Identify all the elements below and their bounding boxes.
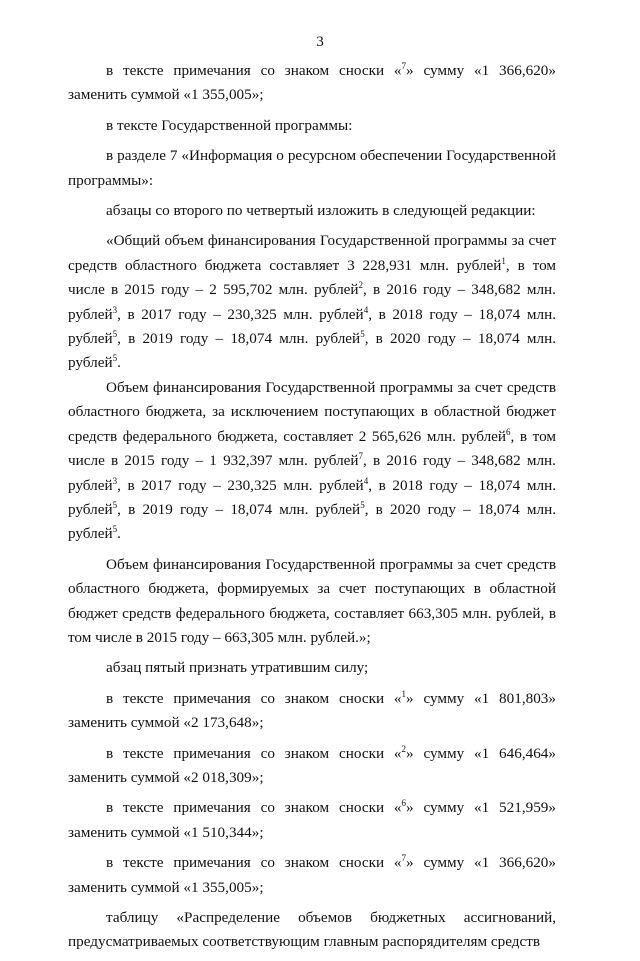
paragraph-text: , в 2019 году – 18,074 млн. рублей (117, 500, 361, 518)
footnote-mark: 5 (360, 499, 365, 510)
paragraph-text: в тексте примечания со знаком сноски « (106, 744, 402, 762)
paragraph-text: абзац пятый признать утратившим силу; (106, 659, 369, 677)
footnote-mark: 7 (401, 61, 407, 71)
footnote-mark: 7 (358, 451, 364, 462)
paragraph-text: , в 2017 году – 230,325 млн. рублей (117, 305, 364, 323)
footnote-mark: 1 (501, 255, 506, 266)
paragraph-text: » сумму «1 521,959» заменить суммой «1 510,344»; (68, 799, 556, 841)
paragraph-p3 (68, 144, 556, 193)
paragraph-text: » сумму «1 366,620» заменить суммой «1 355,005»; (68, 854, 556, 896)
paragraph-text: . (117, 525, 121, 543)
paragraph-text: , в 2019 году – 18,074 млн. рублей (117, 330, 361, 348)
paragraph-p1 (68, 59, 556, 108)
paragraph-p8 (68, 656, 556, 680)
paragraph-p9 (68, 687, 556, 736)
paragraph-p13 (68, 906, 556, 955)
footnote-mark: 4 (363, 304, 369, 315)
paragraph-text: , в том числе в 2015 году – 2 595,702 млн. рублей (68, 256, 556, 299)
paragraph-text: , в 2016 году – 348,682 млн. рублей (68, 452, 556, 494)
paragraph-text: , в 2016 году – 348,682 млн. рублей (68, 281, 556, 323)
paragraph-text: , в 2020 году – 18,074 млн. рублей (68, 500, 556, 543)
page-number: 3 (316, 33, 324, 50)
paragraph-text: , в том числе в 2015 году – 1 932,397 млн. рублей (68, 427, 556, 470)
footnote-mark: 5 (112, 499, 118, 510)
paragraph-p4 (68, 199, 556, 223)
footnote-mark: 5 (360, 329, 365, 340)
paragraph-text: таблицу «Распределение объемов бюджетных ассигнований, предусматриваемых соответствующим главным распорядителям средств (68, 909, 556, 951)
paragraph-text: «Общий объем финансирования Государственной программы за счет средств областного бюджета составляет 3 228,931 млн. рублей (68, 232, 556, 274)
paragraph-text: в разделе 7 «Информация о ресурсном обеспечении Государственной программы»: (68, 147, 556, 189)
footnote-mark: 7 (401, 853, 407, 864)
paragraph-text: » сумму «1 801,803» заменить суммой «2 173,648»; (68, 689, 556, 732)
paragraph-text: в тексте Государственной программы: (106, 116, 353, 134)
paragraph-text: . (117, 354, 121, 372)
paragraph-p7 (68, 553, 556, 651)
paragraph-text: Объем финансирования Государственной программы за счет средств областного бюджета, формируемых за счет поступающих в областной бюджет средств федерального бюджета, составляет 663,305 млн. рублей, в том числе в 2015 году – 663,305 млн. рублей.»; (68, 555, 556, 646)
paragraph-text: Объем финансирования Государственной программы за счет средств областного бюджета, за исключением поступающих в областной бюджет средств федерального бюджета, составляет 2 565,626 млн. рублей (68, 378, 556, 445)
paragraph-text: в тексте примечания со знаком сноски « (106, 689, 402, 707)
paragraph-text: , в 2018 году – 18,074 млн. рублей (68, 305, 556, 348)
footnote-mark: 5 (112, 353, 118, 364)
footnote-mark: 6 (506, 426, 511, 437)
paragraph-text: » сумму «1 366,620» заменить суммой «1 355,005»; (68, 62, 556, 104)
paragraph-p5 (68, 229, 556, 375)
paragraph-text: в тексте примечания со знаком сноски « (106, 854, 402, 872)
paragraph-text: » сумму «1 646,464» заменить суммой «2 018,309»; (68, 744, 556, 786)
paragraph-p12 (68, 851, 556, 900)
paragraph-text: в тексте примечания со знаком сноски « (106, 799, 402, 817)
paragraph-p6 (68, 376, 556, 547)
footnote-mark: 1 (401, 688, 407, 699)
footnote-mark: 4 (363, 475, 369, 486)
document-body (68, 59, 556, 961)
paragraph-text: в тексте примечания со знаком сноски « (106, 62, 402, 79)
footnote-mark: 3 (112, 304, 118, 315)
paragraph-p11 (68, 796, 556, 845)
paragraph-p2 (68, 114, 556, 138)
footnote-mark: 6 (401, 798, 407, 809)
paragraph-text: , в 2017 году – 230,325 млн. рублей (117, 476, 364, 494)
paragraph-text: , в 2018 году – 18,074 млн. рублей (68, 476, 556, 518)
footnote-mark: 5 (112, 524, 118, 535)
footnote-mark: 2 (358, 280, 364, 291)
footnote-mark: 3 (112, 475, 118, 486)
footnote-mark: 2 (401, 743, 407, 754)
paragraph-p10 (68, 742, 556, 791)
footnote-mark: 5 (112, 329, 118, 340)
paragraph-text: , в 2020 году – 18,074 млн. рублей (68, 330, 556, 372)
paragraph-text: абзацы со второго по четвертый изложить в следующей редакции: (106, 202, 536, 220)
